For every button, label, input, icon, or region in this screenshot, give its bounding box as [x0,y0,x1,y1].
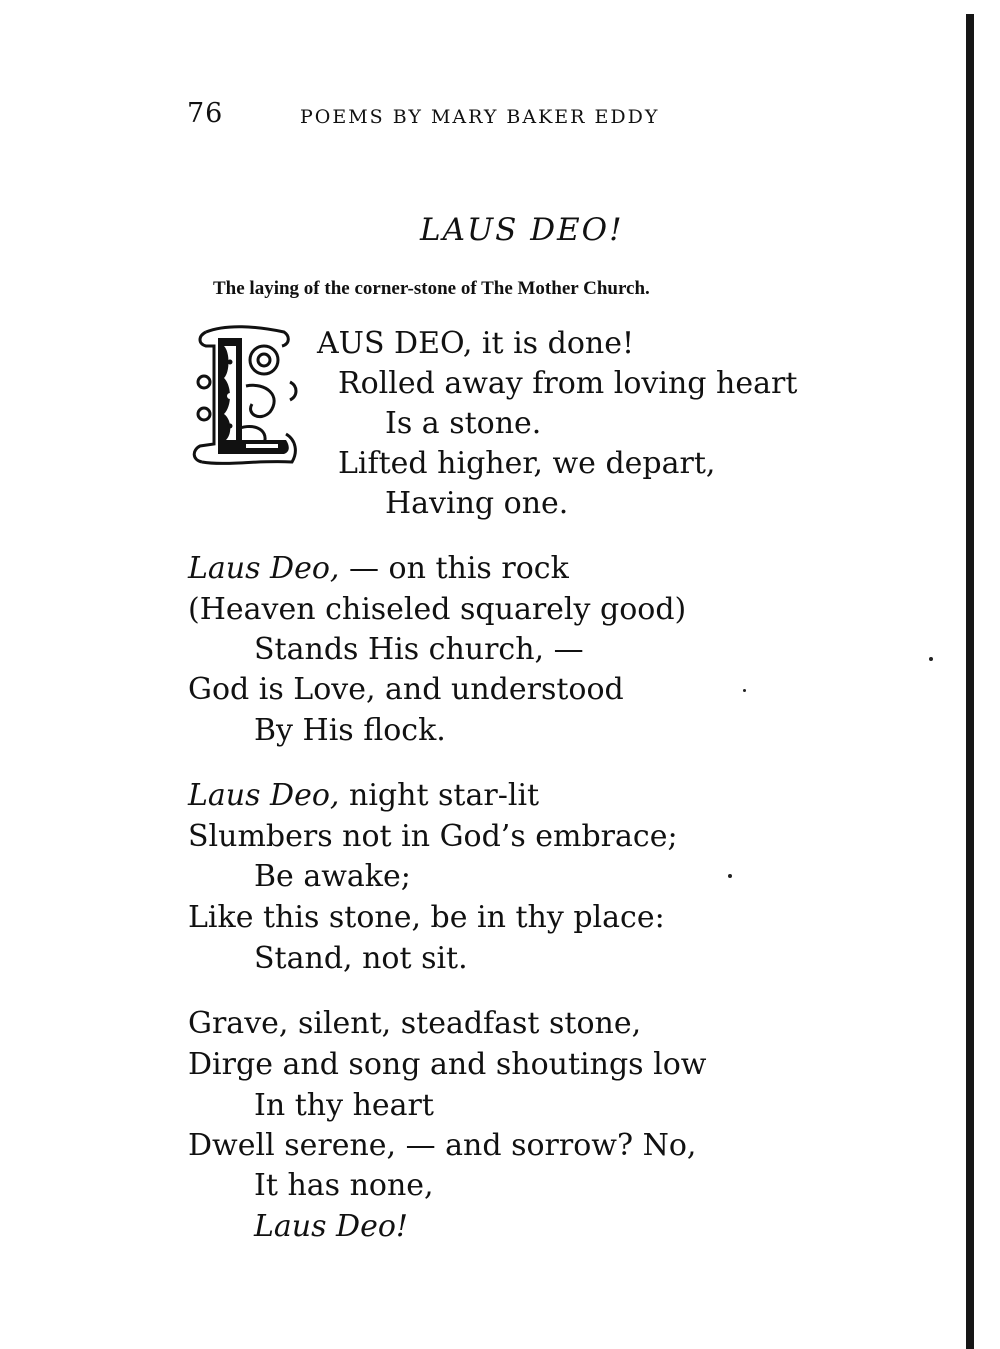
poem-subtitle: The laying of the corner-stone of The Mother Church. [213,278,650,299]
stanza2-line1-italic: Laus Deo, [188,551,340,586]
stanza2-line2: (Heaven chiseled squarely good) [188,592,687,627]
page-number: 76 [187,98,224,129]
stanza3-line1-italic: Laus Deo, [188,778,340,813]
stanza3-line2: Slumbers not in God’s embrace; [188,819,678,854]
stanza4-line1: Grave, silent, steadfast stone, [188,1006,642,1041]
stanza4-line4: Dwell serene, — and sorrow? No, [188,1128,697,1163]
stanza3-line3: Be awake; [254,859,411,894]
stanza1-line3: Is a stone. [385,406,542,441]
stanza1-line5: Having one. [385,486,569,521]
ink-speck [728,874,732,878]
stanza3-line4: Like this stone, be in thy place: [188,900,665,935]
ink-speck [929,657,933,661]
stanza4-line2: Dirge and song and shoutings low [188,1047,707,1082]
ornamental-drop-cap-l [186,322,302,468]
stanza3-line5: Stand, not sit. [254,941,468,976]
stanza2-line4: God is Love, and understood [188,672,624,707]
stanza4-line3: In thy heart [254,1088,434,1123]
running-head: POEMS BY MARY BAKER EDDY [300,106,660,128]
stanza1-line4: Lifted higher, we depart, [338,446,716,481]
page-edge-shadow [966,14,974,1349]
stanza1-line1: AUS DEO, it is done! [317,326,635,361]
stanza3-line1-rest: night star-lit [339,778,540,813]
poem-title: LAUS DEO! [420,212,624,248]
stanza2-line1 [188,551,569,586]
stanza4-line6: Laus Deo! [254,1209,408,1244]
ink-speck [743,689,746,692]
stanza2-line3: Stands His church, — [254,632,584,667]
stanza4-line5: It has none, [254,1168,434,1203]
stanza2-line1-rest: — on this rock [339,551,569,586]
stanza3-line1 [188,778,540,813]
stanza1-line2: Rolled away from loving heart [338,366,798,401]
stanza2-line5: By His flock. [254,713,446,748]
